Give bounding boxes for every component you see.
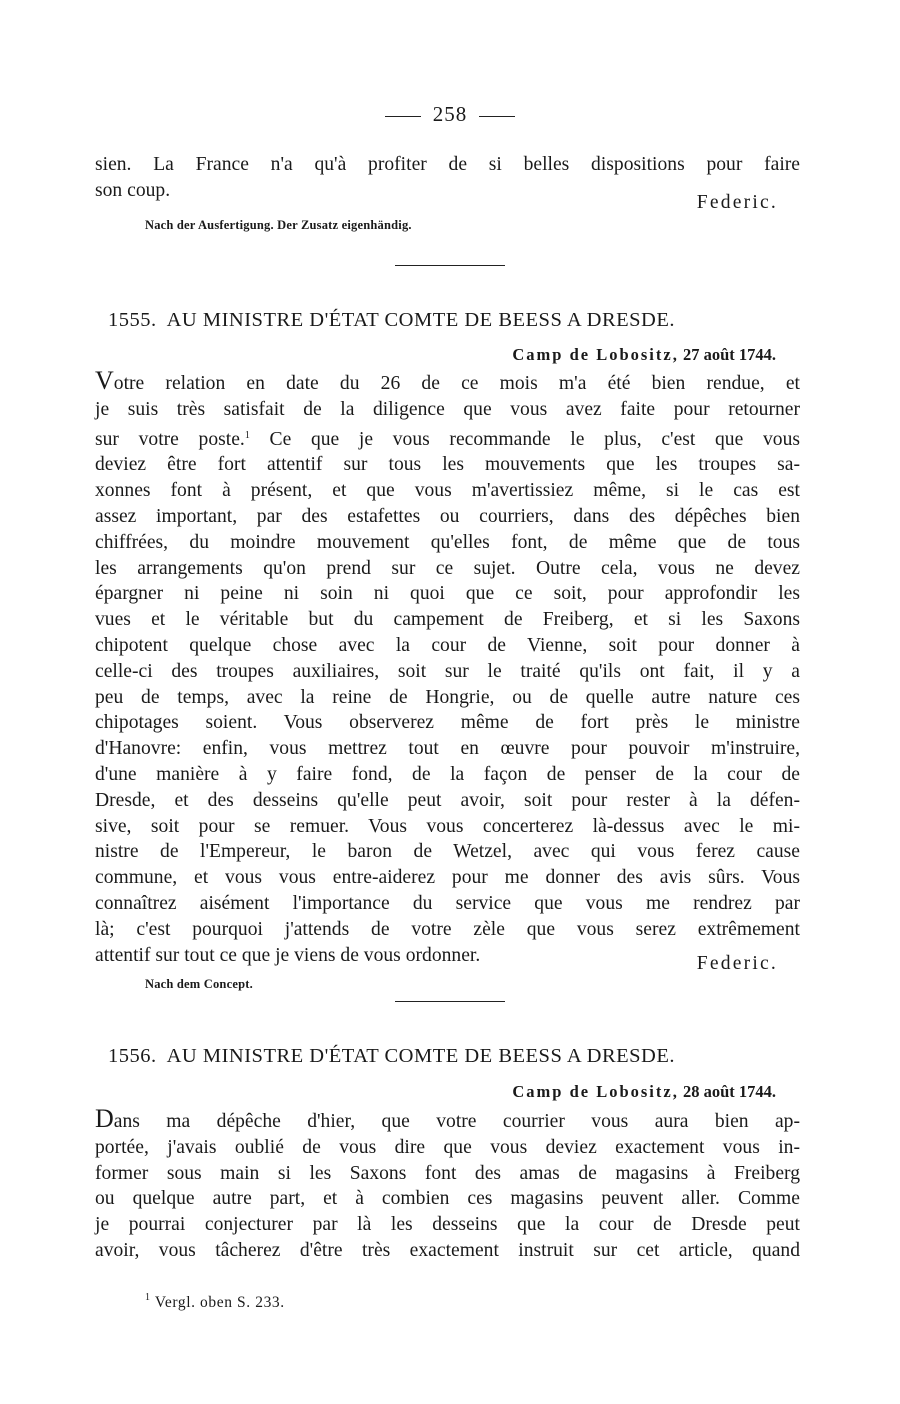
text-line: d'Hanovre: enfin, vous mettrez tout en œuvre pour pouvoir m'instruire, bbox=[95, 738, 800, 760]
text-line: vues et le véritable but du campement de Freiberg, et si les Saxons bbox=[95, 609, 800, 631]
text-line: connaîtrez aisément l'importance du service que vous me rendrez par bbox=[95, 892, 800, 914]
text-line: portée, j'avais oublié de vous dire que vous deviez exactement vous in- bbox=[95, 1136, 800, 1158]
text-line: nistre de l'Empereur, le baron de Wetzel, avec qui vous ferez cause bbox=[95, 841, 800, 863]
text-line: avoir, vous tâcherez d'être très exactement instruit sur cet article, quand bbox=[95, 1239, 800, 1261]
signature: Federic. bbox=[696, 192, 778, 213]
source-note: Nach dem Concept. bbox=[145, 977, 253, 991]
drop-cap: D bbox=[95, 1104, 114, 1133]
text-line: celle-ci des troupes auxiliaires, soit sur le traité qu'ils ont fait, il y a bbox=[95, 660, 800, 682]
text-line: sive, soit pour se remuer. Vous vous concerterez là-dessus avec le mi- bbox=[95, 815, 800, 837]
page-number-dash-right bbox=[479, 116, 515, 117]
letter-number: 1555. bbox=[108, 309, 157, 331]
text-line: chipotages soient. Vous observerez même de fort près le ministre bbox=[95, 712, 800, 734]
text-line: peu de temps, avec la reine de Hongrie, ou de quelle autre nature ces bbox=[95, 686, 800, 708]
source-note: Nach der Ausfertigung. Der Zusatz eigenhändig. bbox=[145, 218, 412, 232]
footnote bbox=[145, 1292, 285, 1312]
text-line: xonnes font à présent, et que vous m'avertissiez même, si le cas est bbox=[95, 480, 800, 502]
letter-title: AU MINISTRE D'ÉTAT COMTE DE BEESS A DRESDE. bbox=[166, 1045, 675, 1067]
footnote-text: Vergl. oben S. 233. bbox=[154, 1294, 285, 1311]
dateline bbox=[476, 345, 776, 365]
text-line: assez important, par des estafettes ou courriers, dans des dépêches bien bbox=[95, 505, 800, 527]
text-line: chiffrées, du moindre mouvement qu'elles font, de même que de tous bbox=[95, 531, 800, 553]
text-line: former sous main si les Saxons font des amas de magasins à Freiberg bbox=[95, 1162, 800, 1184]
dateline bbox=[476, 1082, 776, 1102]
text-line: ou quelque autre part, et à combien ces magasins peuvent aller. Comme bbox=[95, 1188, 800, 1210]
dateline-date: 28 août 1744. bbox=[682, 1082, 776, 1101]
page-number-dash-left bbox=[385, 116, 421, 117]
drop-cap: V bbox=[95, 366, 114, 395]
letter-heading bbox=[108, 309, 802, 332]
footnote-mark: 1 bbox=[145, 1292, 151, 1303]
text-line: Dresde, et des desseins qu'elle peut avoir, soit pour rester à la défen- bbox=[95, 789, 800, 811]
text-line: je pourrai conjecturer par là les desseins que la cour de Dresde peut bbox=[95, 1214, 800, 1236]
text-line: épargner ni peine ni soin ni quoi que ce soit, pour approfondir les bbox=[95, 583, 800, 605]
text-line: les arrangements qu'on prend sur ce sujet. Outre cela, vous ne devez bbox=[95, 557, 800, 579]
text-line: Votre relation en date du 26 de ce mois m'a été bien rendue, et bbox=[95, 366, 800, 395]
dateline-place: Camp de Lobositz, bbox=[512, 345, 679, 364]
section-divider bbox=[395, 1001, 505, 1002]
text-line: je suis très satisfait de la diligence que vous avez faite pour retourner bbox=[95, 398, 800, 420]
text-line: commune, et vous vous entre-aiderez pour me donner des avis sûrs. Vous bbox=[95, 867, 800, 889]
text-line: chipotent quelque chose avec la cour de Vienne, soit pour donner à bbox=[95, 634, 800, 656]
signature: Federic. bbox=[696, 953, 778, 974]
letter-title: AU MINISTRE D'ÉTAT COMTE DE BEESS A DRESDE. bbox=[166, 309, 675, 331]
text-line: son coup. bbox=[95, 179, 171, 201]
dateline-place: Camp de Lobositz, bbox=[512, 1082, 679, 1101]
text-line: Dans ma dépêche d'hier, que votre courrier vous aura bien ap- bbox=[95, 1104, 800, 1133]
letter-heading bbox=[108, 1045, 802, 1068]
section-divider bbox=[395, 265, 505, 266]
letter-body bbox=[95, 368, 800, 968]
page-number: 258 bbox=[0, 102, 900, 127]
dateline-date: 27 août 1744. bbox=[682, 345, 776, 364]
text-line: sien. La France n'a qu'à profiter de si belles dispositions pour faire bbox=[95, 154, 800, 175]
text-line: deviez être fort attentif sur tous les mouvements que les troupes sa- bbox=[95, 454, 800, 476]
text-line: sur votre poste.$^1$ Ce que je vous recommande le plus, c'est que vous bbox=[95, 428, 800, 450]
letter-body bbox=[95, 1106, 800, 1264]
text-line: là; c'est pourquoi j'attends de votre zèle que vous serez extrêmement bbox=[95, 918, 800, 940]
footnote-mark: 1 bbox=[244, 429, 250, 441]
letter-number: 1556. bbox=[108, 1045, 157, 1067]
text-line: d'une manière à y faire fond, de la façon de penser de la cour de bbox=[95, 763, 800, 785]
text-line: attentif sur tout ce que je viens de vous ordonner. bbox=[95, 944, 481, 966]
